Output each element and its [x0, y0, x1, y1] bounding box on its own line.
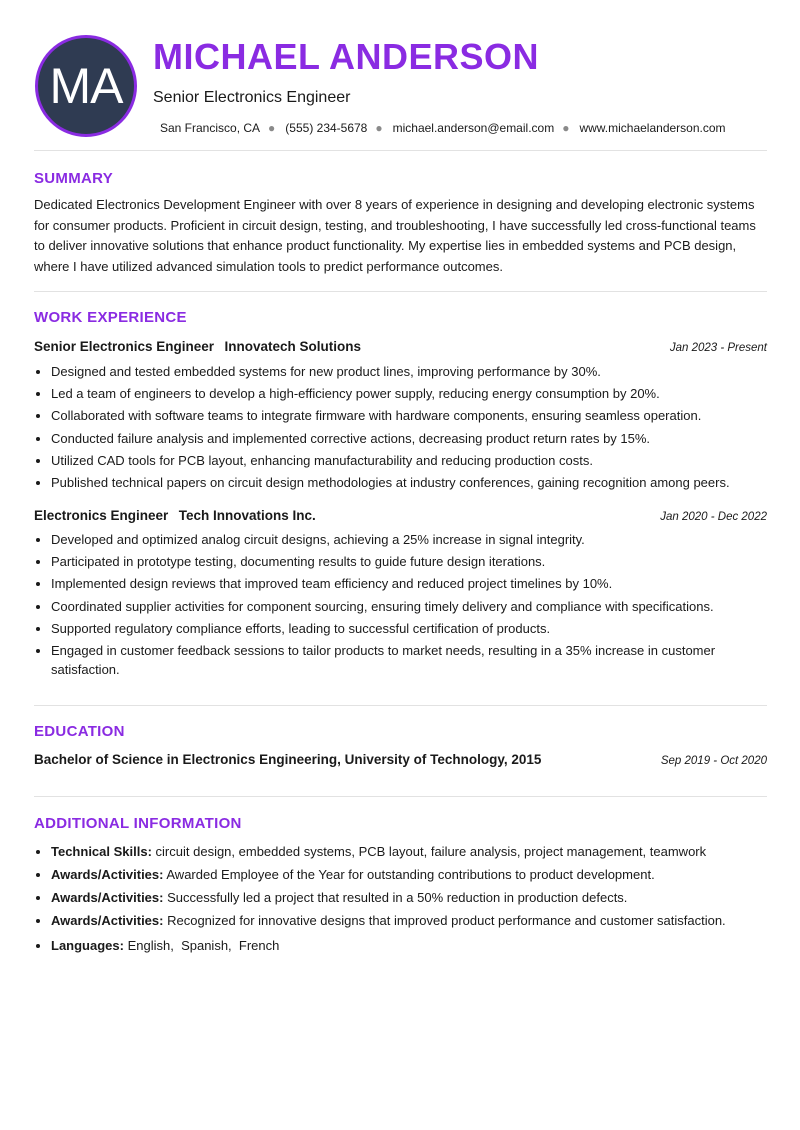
- section-divider: [34, 291, 767, 292]
- avatar-initials: MA: [49, 58, 123, 114]
- education-degree: Bachelor of Science in Electronics Engineering, University of Technology, 2015: [34, 752, 542, 767]
- separator-dot-icon: ●: [268, 121, 276, 135]
- list-item: • Utilized CAD tools for PCB layout, enhancing manufacturability and reducing production costs.: [51, 451, 781, 470]
- info-value: circuit design, embedded systems, PCB layout, failure analysis, project management, teamwork: [155, 844, 707, 859]
- contact-phone: (555) 234-5678: [285, 121, 368, 135]
- section-divider: [34, 705, 767, 706]
- info-value: English, Spanish, French: [127, 938, 280, 953]
- separator-dot-icon: ●: [375, 121, 383, 135]
- contact-website[interactable]: www.michaelanderson.com: [579, 121, 726, 135]
- job-dates: Jan 2020 - Dec 2022: [660, 511, 767, 523]
- education-heading: EDUCATION: [34, 723, 125, 740]
- job-bullets: [34, 530, 781, 682]
- contact-location: San Francisco, CA: [160, 121, 261, 135]
- list-item: • Collaborated with software teams to integrate firmware with hardware components, ensuring seamless operation.: [51, 406, 781, 425]
- list-item: • Developed and optimized analog circuit designs, achieving a 25% increase in signal integrity.: [51, 530, 781, 549]
- list-item: • Led a team of engineers to develop a high-efficiency power supply, reducing energy consumption by 20%.: [51, 384, 781, 403]
- list-item: [51, 911, 781, 930]
- info-label: Technical Skills:: [51, 844, 152, 859]
- job-dates: Jan 2023 - Present: [669, 342, 767, 354]
- list-item: • Designed and tested embedded systems for new product lines, improving performance by 30%.: [51, 362, 781, 381]
- list-item: • Published technical papers on circuit design methodologies at industry conferences, gaining recognition among peers.: [51, 473, 781, 492]
- job-company: Innovatech Solutions: [224, 339, 362, 354]
- job-bullets: [34, 362, 781, 495]
- list-item: • Participated in prototype testing, documenting results to guide future design iterations.: [51, 552, 781, 571]
- info-value: Successfully led a project that resulted in a 50% reduction in production defects.: [167, 890, 628, 905]
- additional-info-heading: ADDITIONAL INFORMATION: [34, 815, 242, 832]
- job-title: Senior Electronics Engineer: [153, 89, 351, 106]
- list-item: [51, 936, 781, 955]
- candidate-name: MICHAEL ANDERSON: [153, 36, 540, 77]
- work-experience-heading: WORK EXPERIENCE: [34, 309, 187, 326]
- job-company: Tech Innovations Inc.: [178, 508, 316, 523]
- info-value: Recognized for innovative designs that improved product performance and customer satisfaction.: [167, 913, 726, 928]
- list-item: • Conducted failure analysis and implemented corrective actions, decreasing product return rates by 15%.: [51, 429, 781, 448]
- header-divider: [34, 150, 767, 151]
- list-item: [51, 865, 781, 884]
- info-label: Languages:: [51, 938, 124, 953]
- contact-email[interactable]: michael.anderson@email.com: [392, 121, 555, 135]
- list-item: [51, 842, 781, 861]
- education-entry: [34, 752, 767, 767]
- info-label: Awards/Activities:: [51, 890, 164, 905]
- info-label: Awards/Activities:: [51, 867, 164, 882]
- summary-text: Dedicated Electronics Development Engineer with over 8 years of experience in designing and developing electronic systems for consumer products. Proficient in circuit design, testing, and troubleshooting, I have successfully led cross-functional teams to deliver innovative solutions that enhance product functionality. My expertise lies in embedded systems and PCB design, where I have utilized advanced simulation tools to predict performance outcomes.: [34, 197, 756, 274]
- list-item: • Coordinated supplier activities for component sourcing, ensuring timely delivery and compliance with specifications.: [51, 597, 781, 616]
- section-divider: [34, 796, 767, 797]
- list-item: [51, 888, 781, 907]
- job-header: [34, 507, 767, 525]
- separator-dot-icon: ●: [562, 121, 570, 135]
- list-item: • Supported regulatory compliance efforts, leading to successful certification of products.: [51, 619, 781, 638]
- list-item: • Engaged in customer feedback sessions to tailor products to market needs, resulting in a 35% increase in customer satisfaction.: [51, 641, 781, 679]
- additional-info-list: [34, 842, 781, 959]
- job-header: [34, 338, 767, 356]
- info-value: Awarded Employee of the Year for outstanding contributions to product development.: [166, 867, 655, 882]
- education-dates: Sep 2019 - Oct 2020: [660, 755, 767, 767]
- info-label: Awards/Activities:: [51, 913, 164, 928]
- contact-info: [160, 121, 726, 135]
- avatar: [35, 35, 137, 137]
- list-item: • Implemented design reviews that improved team efficiency and reduced project timelines by 10%.: [51, 574, 781, 593]
- job-role: Senior Electronics Engineer: [34, 339, 215, 354]
- summary-heading: SUMMARY: [34, 170, 114, 187]
- job-role: Electronics Engineer: [34, 508, 169, 523]
